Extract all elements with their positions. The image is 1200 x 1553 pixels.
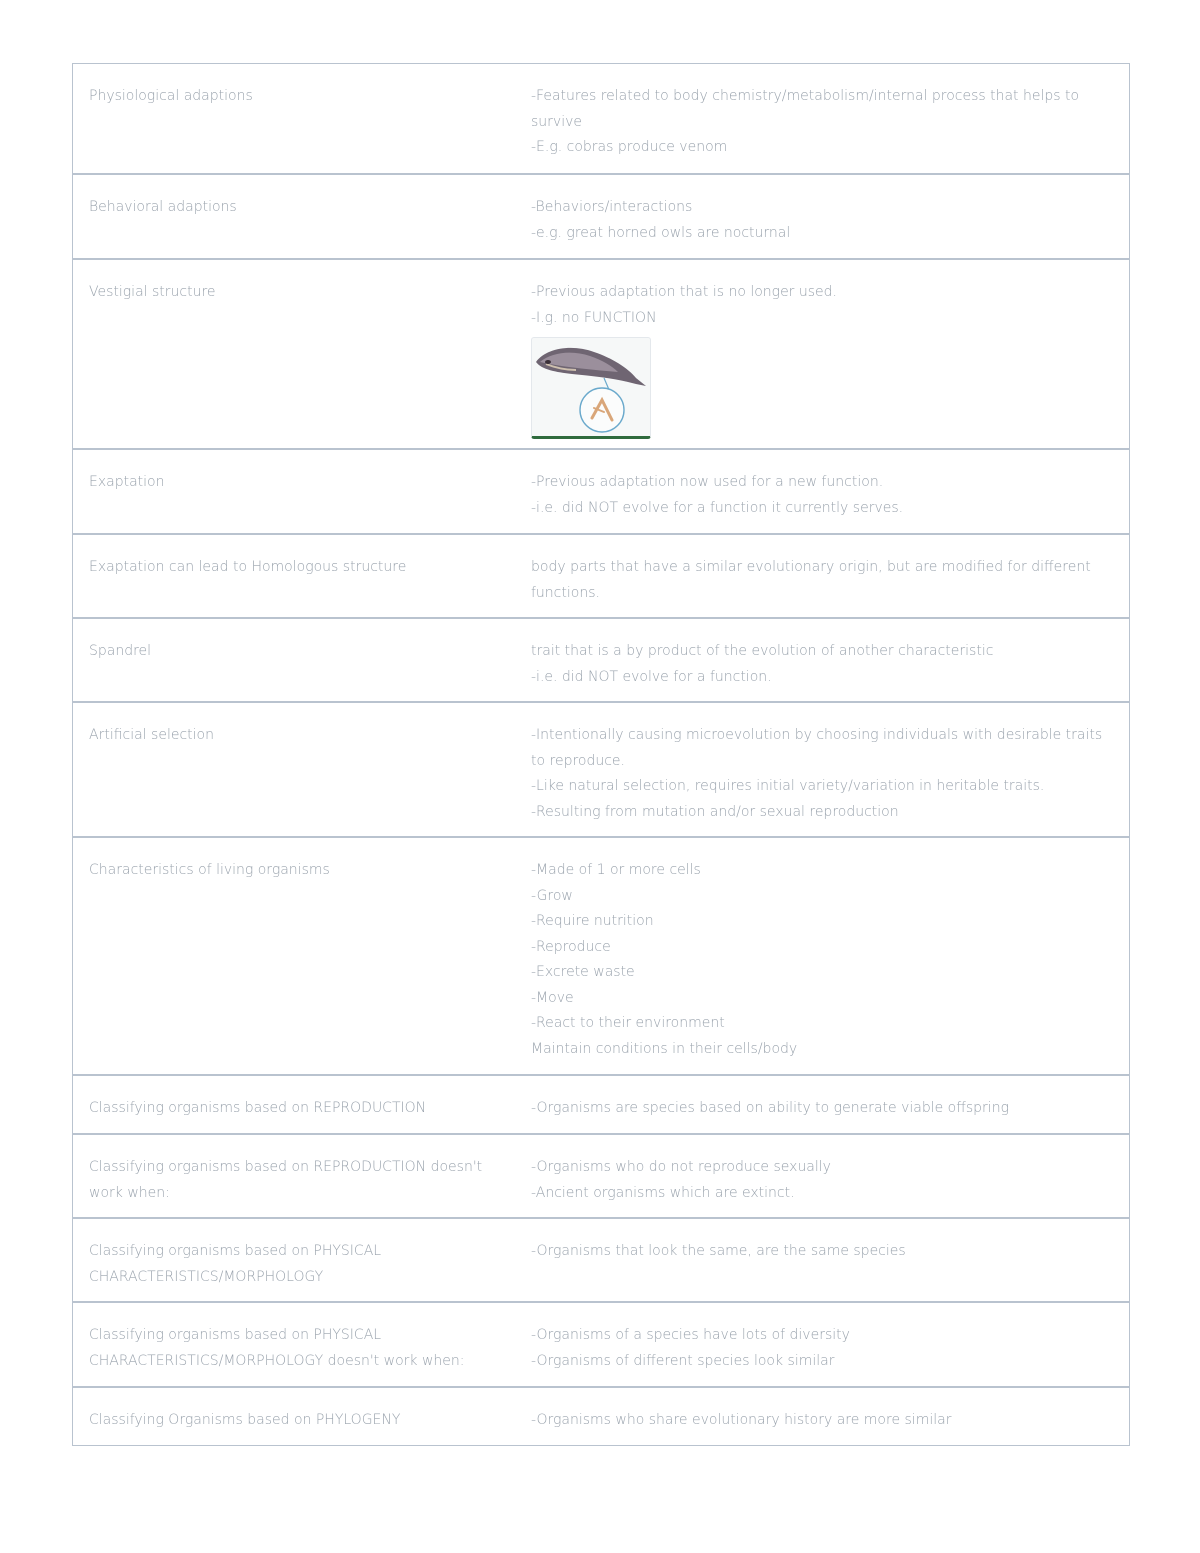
term-cell: Exaptation can lead to Homologous structure: [89, 559, 407, 575]
definition-cell: [515, 703, 1129, 836]
definition-line: -i.e. did NOT evolve for a function it currently serves.: [531, 499, 904, 516]
term-cell: Classifying organisms based on PHYSICAL CHARACTERISTICS/MORPHOLOGY doesn't work when:: [89, 1327, 465, 1369]
term-cell: Behavioral adaptions: [89, 199, 237, 215]
definition-cell: [515, 260, 1129, 448]
definition-line: -Behaviors/interactions: [531, 199, 693, 215]
term-cell: Vestigial structure: [89, 284, 216, 300]
table-row: [73, 1133, 1129, 1217]
definition-line: -Organisms of a species have lots of diversity: [531, 1327, 850, 1343]
term-cell: Exaptation: [89, 474, 165, 490]
definition-line: -Organisms that look the same, are the same species: [531, 1243, 906, 1259]
definition-line: -I.g. no FUNCTION: [531, 309, 657, 326]
table-row: [73, 836, 1129, 1074]
definition-cell: [515, 838, 1129, 1074]
definition-line: Maintain conditions in their cells/body: [531, 1040, 798, 1057]
definition-line: body parts that have a similar evolutionary origin, but are modified for different functions.: [531, 559, 1091, 601]
definition-line: -e.g. great horned owls are nocturnal: [531, 224, 791, 241]
term-cell: Classifying organisms based on REPRODUCTION: [89, 1100, 427, 1116]
definition-line: -Organisms are species based on ability to generate viable offspring: [531, 1100, 1009, 1116]
term-cell: Physiological adaptions: [89, 88, 253, 104]
definition-line: -Organisms who share evolutionary history are more similar: [531, 1412, 952, 1428]
definition-cell: [515, 535, 1129, 617]
definition-line: -Organisms of different species look similar: [531, 1352, 835, 1369]
term-cell: Spandrel: [89, 643, 152, 659]
definition-line: -Require nutrition: [531, 913, 654, 929]
term-cell: Classifying Organisms based on PHYLOGENY: [89, 1412, 401, 1428]
definition-cell: [515, 1219, 1129, 1301]
definition-line: -React to their environment: [531, 1015, 725, 1031]
definition-cell: [515, 1303, 1129, 1386]
term-cell: Characteristics of living organisms: [89, 862, 330, 878]
definition-line: -Grow: [531, 887, 573, 904]
table-row: [73, 533, 1129, 617]
table-row: [73, 1217, 1129, 1301]
definition-line: -Intentionally causing microevolution by choosing individuals with desirable traits to reproduce.: [531, 727, 1103, 769]
table-row: [73, 1074, 1129, 1133]
table-row: [73, 173, 1129, 258]
term-cell: Classifying organisms based on REPRODUCTION doesn't work when:: [89, 1159, 483, 1201]
definition-line: -Resulting from mutation and/or sexual reproduction: [531, 803, 899, 820]
definition-line: -Excrete waste: [531, 964, 635, 980]
term-cell: Classifying organisms based on PHYSICAL CHARACTERISTICS/MORPHOLOGY: [89, 1243, 382, 1285]
table-row: [73, 448, 1129, 533]
definition-line: trait that is a by product of the evolution of another characteristic: [531, 643, 994, 659]
table-row: [73, 64, 1129, 173]
table-row: [73, 701, 1129, 836]
definition-line: -Previous adaptation now used for a new function.: [531, 474, 884, 490]
table-row: [73, 1386, 1129, 1445]
definition-cell: [515, 1135, 1129, 1217]
definition-line: -Organisms who do not reproduce sexually: [531, 1159, 831, 1175]
definition-line: -i.e. did NOT evolve for a function.: [531, 668, 772, 685]
definition-cell: [515, 450, 1129, 533]
definition-line: -Reproduce: [531, 938, 611, 955]
definition-line: -Features related to body chemistry/metabolism/internal process that helps to survive: [531, 88, 1080, 130]
term-cell: Artificial selection: [89, 727, 214, 743]
definition-cell: [515, 1076, 1129, 1133]
definition-line: -Previous adaptation that is no longer used.: [531, 284, 838, 300]
definition-cell: [515, 1388, 1129, 1445]
flashcard-table: [72, 63, 1130, 1446]
definition-cell: [515, 64, 1129, 173]
definition-line: -Move: [531, 989, 574, 1006]
definition-line: -Made of 1 or more cells: [531, 862, 701, 878]
table-row: [73, 617, 1129, 701]
definition-line: -Like natural selection, requires initial variety/variation in heritable traits.: [531, 778, 1045, 794]
definition-line: -Ancient organisms which are extinct.: [531, 1184, 795, 1201]
definition-cell: [515, 619, 1129, 701]
definition-cell: [515, 175, 1129, 258]
definition-line: -E.g. cobras produce venom: [531, 139, 728, 155]
table-row: [73, 1301, 1129, 1386]
whale-vestigial-pelvis-image: [531, 337, 651, 439]
table-row: [73, 258, 1129, 448]
